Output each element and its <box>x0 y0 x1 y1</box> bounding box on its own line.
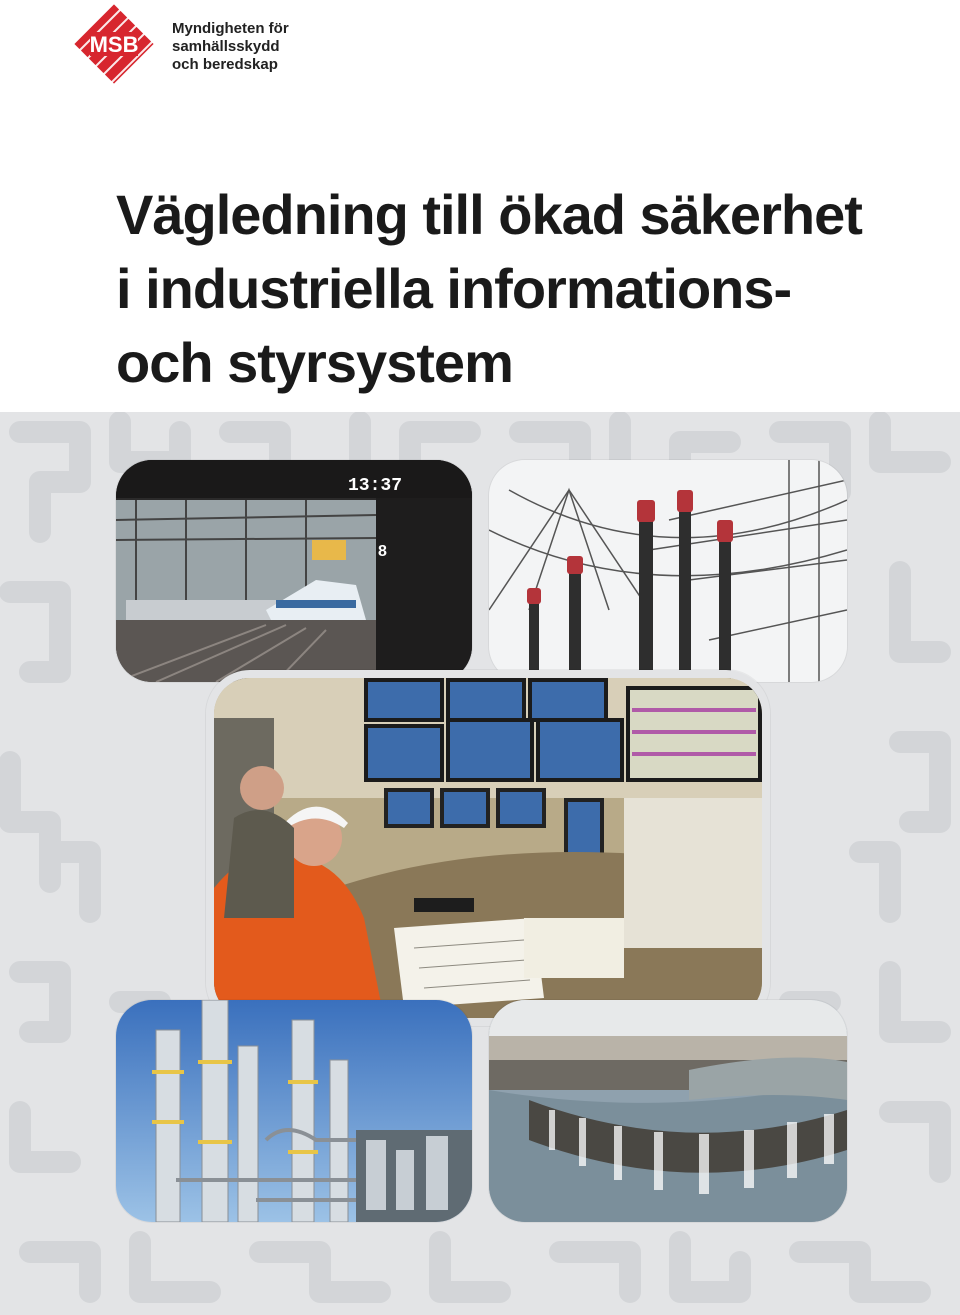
document-title <box>116 178 862 400</box>
water-treatment-photo <box>489 1000 847 1222</box>
control-room-photo <box>206 670 770 1026</box>
agency-name-line-1: Myndigheten för <box>172 20 289 37</box>
agency-name-line-2: samhällsskydd <box>172 38 280 55</box>
train-station-photo <box>116 460 472 682</box>
agency-name <box>172 20 289 74</box>
platform-number: 8 <box>378 543 387 560</box>
agency-name-line-3: och beredskap <box>172 56 278 73</box>
title-line-2: i industriella informations- <box>116 257 792 320</box>
logo-text: MSB <box>89 32 139 57</box>
station-clock: 13:37 <box>348 476 403 496</box>
refinery-photo <box>116 1000 472 1222</box>
title-line-3: och styrsystem <box>116 331 513 394</box>
msb-logo <box>68 4 160 84</box>
title-line-1: Vägledning till ökad säkerhet <box>116 183 862 246</box>
power-station-photo <box>489 460 847 682</box>
cover-header <box>0 0 960 412</box>
